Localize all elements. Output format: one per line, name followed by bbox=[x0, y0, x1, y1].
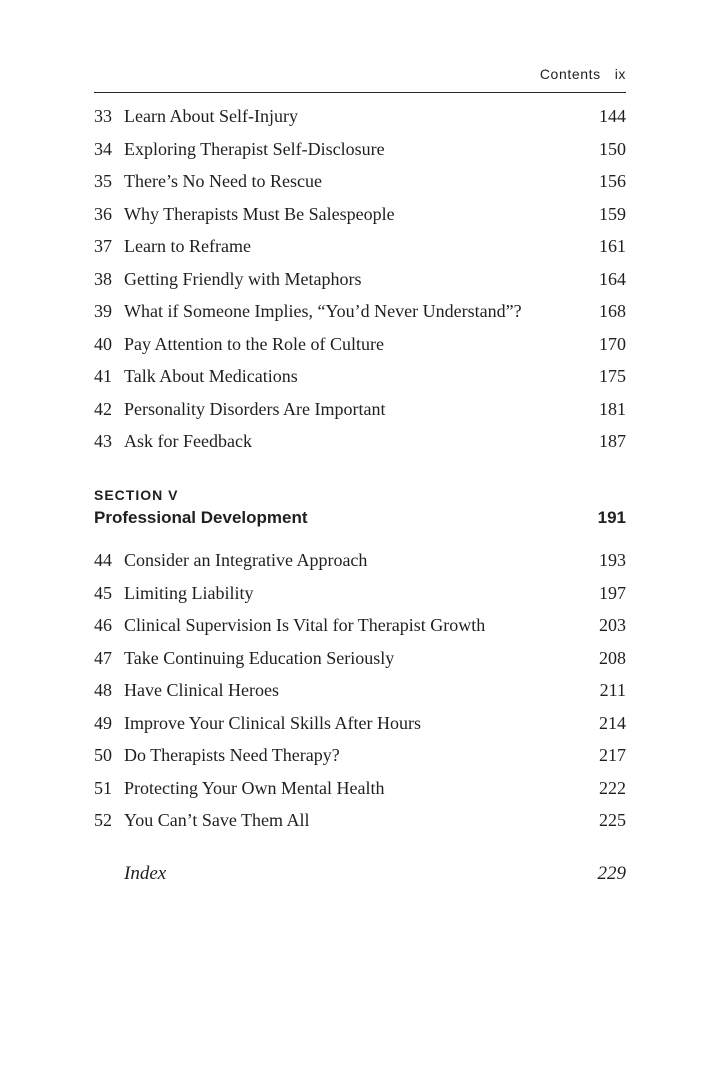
chapter-number: 43 bbox=[94, 431, 112, 451]
index-entry bbox=[124, 860, 626, 888]
chapter-number: 38 bbox=[94, 269, 112, 289]
toc-entry bbox=[94, 427, 626, 455]
chapter-number: 33 bbox=[94, 106, 112, 126]
chapter-title: Exploring Therapist Self-Disclosure bbox=[124, 139, 385, 159]
page-folio: ix bbox=[614, 66, 626, 82]
chapter-page: 150 bbox=[599, 139, 626, 159]
chapter-title: Take Continuing Education Seriously bbox=[124, 648, 395, 668]
chapter-page: 164 bbox=[599, 269, 626, 289]
chapter-page: 203 bbox=[599, 615, 626, 635]
chapter-page: 168 bbox=[599, 301, 626, 321]
running-head-label: Contents bbox=[539, 66, 601, 82]
chapter-number: 34 bbox=[94, 139, 112, 159]
toc-entry bbox=[94, 546, 626, 574]
chapter-number: 50 bbox=[94, 745, 112, 765]
toc-entry bbox=[94, 676, 626, 704]
section-page: 191 bbox=[597, 508, 626, 527]
chapter-number: 44 bbox=[94, 550, 112, 570]
toc-entry bbox=[94, 297, 626, 325]
chapter-page: 193 bbox=[599, 550, 626, 570]
chapter-title: Why Therapists Must Be Salespeople bbox=[124, 204, 395, 224]
index-title: Index bbox=[124, 863, 167, 884]
toc-entry bbox=[94, 102, 626, 130]
chapter-number: 51 bbox=[94, 778, 112, 798]
chapter-page: 217 bbox=[599, 745, 626, 765]
toc-entry bbox=[94, 362, 626, 390]
chapter-title: Getting Friendly with Metaphors bbox=[124, 269, 362, 289]
toc-entry bbox=[94, 644, 626, 672]
chapter-page: 156 bbox=[599, 171, 626, 191]
chapter-title: Do Therapists Need Therapy? bbox=[124, 745, 340, 765]
chapter-title: There’s No Need to Rescue bbox=[124, 171, 322, 191]
section-title: Professional Development bbox=[94, 508, 308, 527]
toc-entry bbox=[94, 741, 626, 769]
chapter-page: 170 bbox=[599, 334, 626, 354]
chapter-title: Learn About Self-Injury bbox=[124, 106, 298, 126]
chapter-number: 41 bbox=[94, 366, 112, 386]
chapter-number: 49 bbox=[94, 713, 112, 733]
chapter-number: 42 bbox=[94, 399, 112, 419]
chapter-number: 52 bbox=[94, 810, 112, 830]
chapter-title: Have Clinical Heroes bbox=[124, 680, 279, 700]
chapter-title: Clinical Supervision Is Vital for Therapist Growth bbox=[124, 615, 486, 635]
toc-entry bbox=[94, 167, 626, 195]
chapter-number: 46 bbox=[94, 615, 112, 635]
chapter-page: 225 bbox=[599, 810, 626, 830]
chapter-page: 211 bbox=[599, 680, 626, 700]
chapter-page: 222 bbox=[599, 778, 626, 798]
toc-entry bbox=[94, 709, 626, 737]
chapter-page: 159 bbox=[599, 204, 626, 224]
chapter-number: 35 bbox=[94, 171, 112, 191]
chapter-page: 144 bbox=[599, 106, 626, 126]
chapter-title: Consider an Integrative Approach bbox=[124, 550, 368, 570]
toc-entry bbox=[94, 265, 626, 293]
chapter-title: Improve Your Clinical Skills After Hours bbox=[124, 713, 421, 733]
chapter-number: 48 bbox=[94, 680, 112, 700]
toc-entry bbox=[94, 330, 626, 358]
chapter-title: Protecting Your Own Mental Health bbox=[124, 778, 385, 798]
toc-entry bbox=[94, 135, 626, 163]
chapter-number: 37 bbox=[94, 236, 112, 256]
toc-entry bbox=[94, 611, 626, 639]
toc-entry bbox=[94, 579, 626, 607]
chapter-page: 187 bbox=[599, 431, 626, 451]
section-heading bbox=[94, 506, 626, 530]
index-page: 229 bbox=[597, 863, 626, 884]
chapter-title: Learn to Reframe bbox=[124, 236, 251, 256]
chapter-number: 36 bbox=[94, 204, 112, 224]
toc-entry bbox=[94, 200, 626, 228]
chapter-title: What if Someone Implies, “You’d Never Understand”? bbox=[124, 301, 522, 321]
chapter-page: 161 bbox=[599, 236, 626, 256]
chapter-page: 208 bbox=[599, 648, 626, 668]
toc-entry bbox=[94, 774, 626, 802]
section-label: SECTION V bbox=[94, 487, 179, 503]
running-head bbox=[94, 66, 626, 93]
toc-entry bbox=[94, 806, 626, 834]
chapter-page: 181 bbox=[599, 399, 626, 419]
chapter-number: 40 bbox=[94, 334, 112, 354]
chapter-page: 175 bbox=[599, 366, 626, 386]
chapter-title: Talk About Medications bbox=[124, 366, 298, 386]
chapter-title: Limiting Liability bbox=[124, 583, 254, 603]
chapter-page: 197 bbox=[599, 583, 626, 603]
chapter-number: 47 bbox=[94, 648, 112, 668]
chapter-number: 39 bbox=[94, 301, 112, 321]
toc-entry bbox=[94, 232, 626, 260]
chapter-page: 214 bbox=[599, 713, 626, 733]
chapter-title: You Can’t Save Them All bbox=[124, 810, 310, 830]
toc-entry bbox=[94, 395, 626, 423]
chapter-number: 45 bbox=[94, 583, 112, 603]
chapter-title: Personality Disorders Are Important bbox=[124, 399, 386, 419]
chapter-title: Ask for Feedback bbox=[124, 431, 252, 451]
chapter-title: Pay Attention to the Role of Culture bbox=[124, 334, 384, 354]
